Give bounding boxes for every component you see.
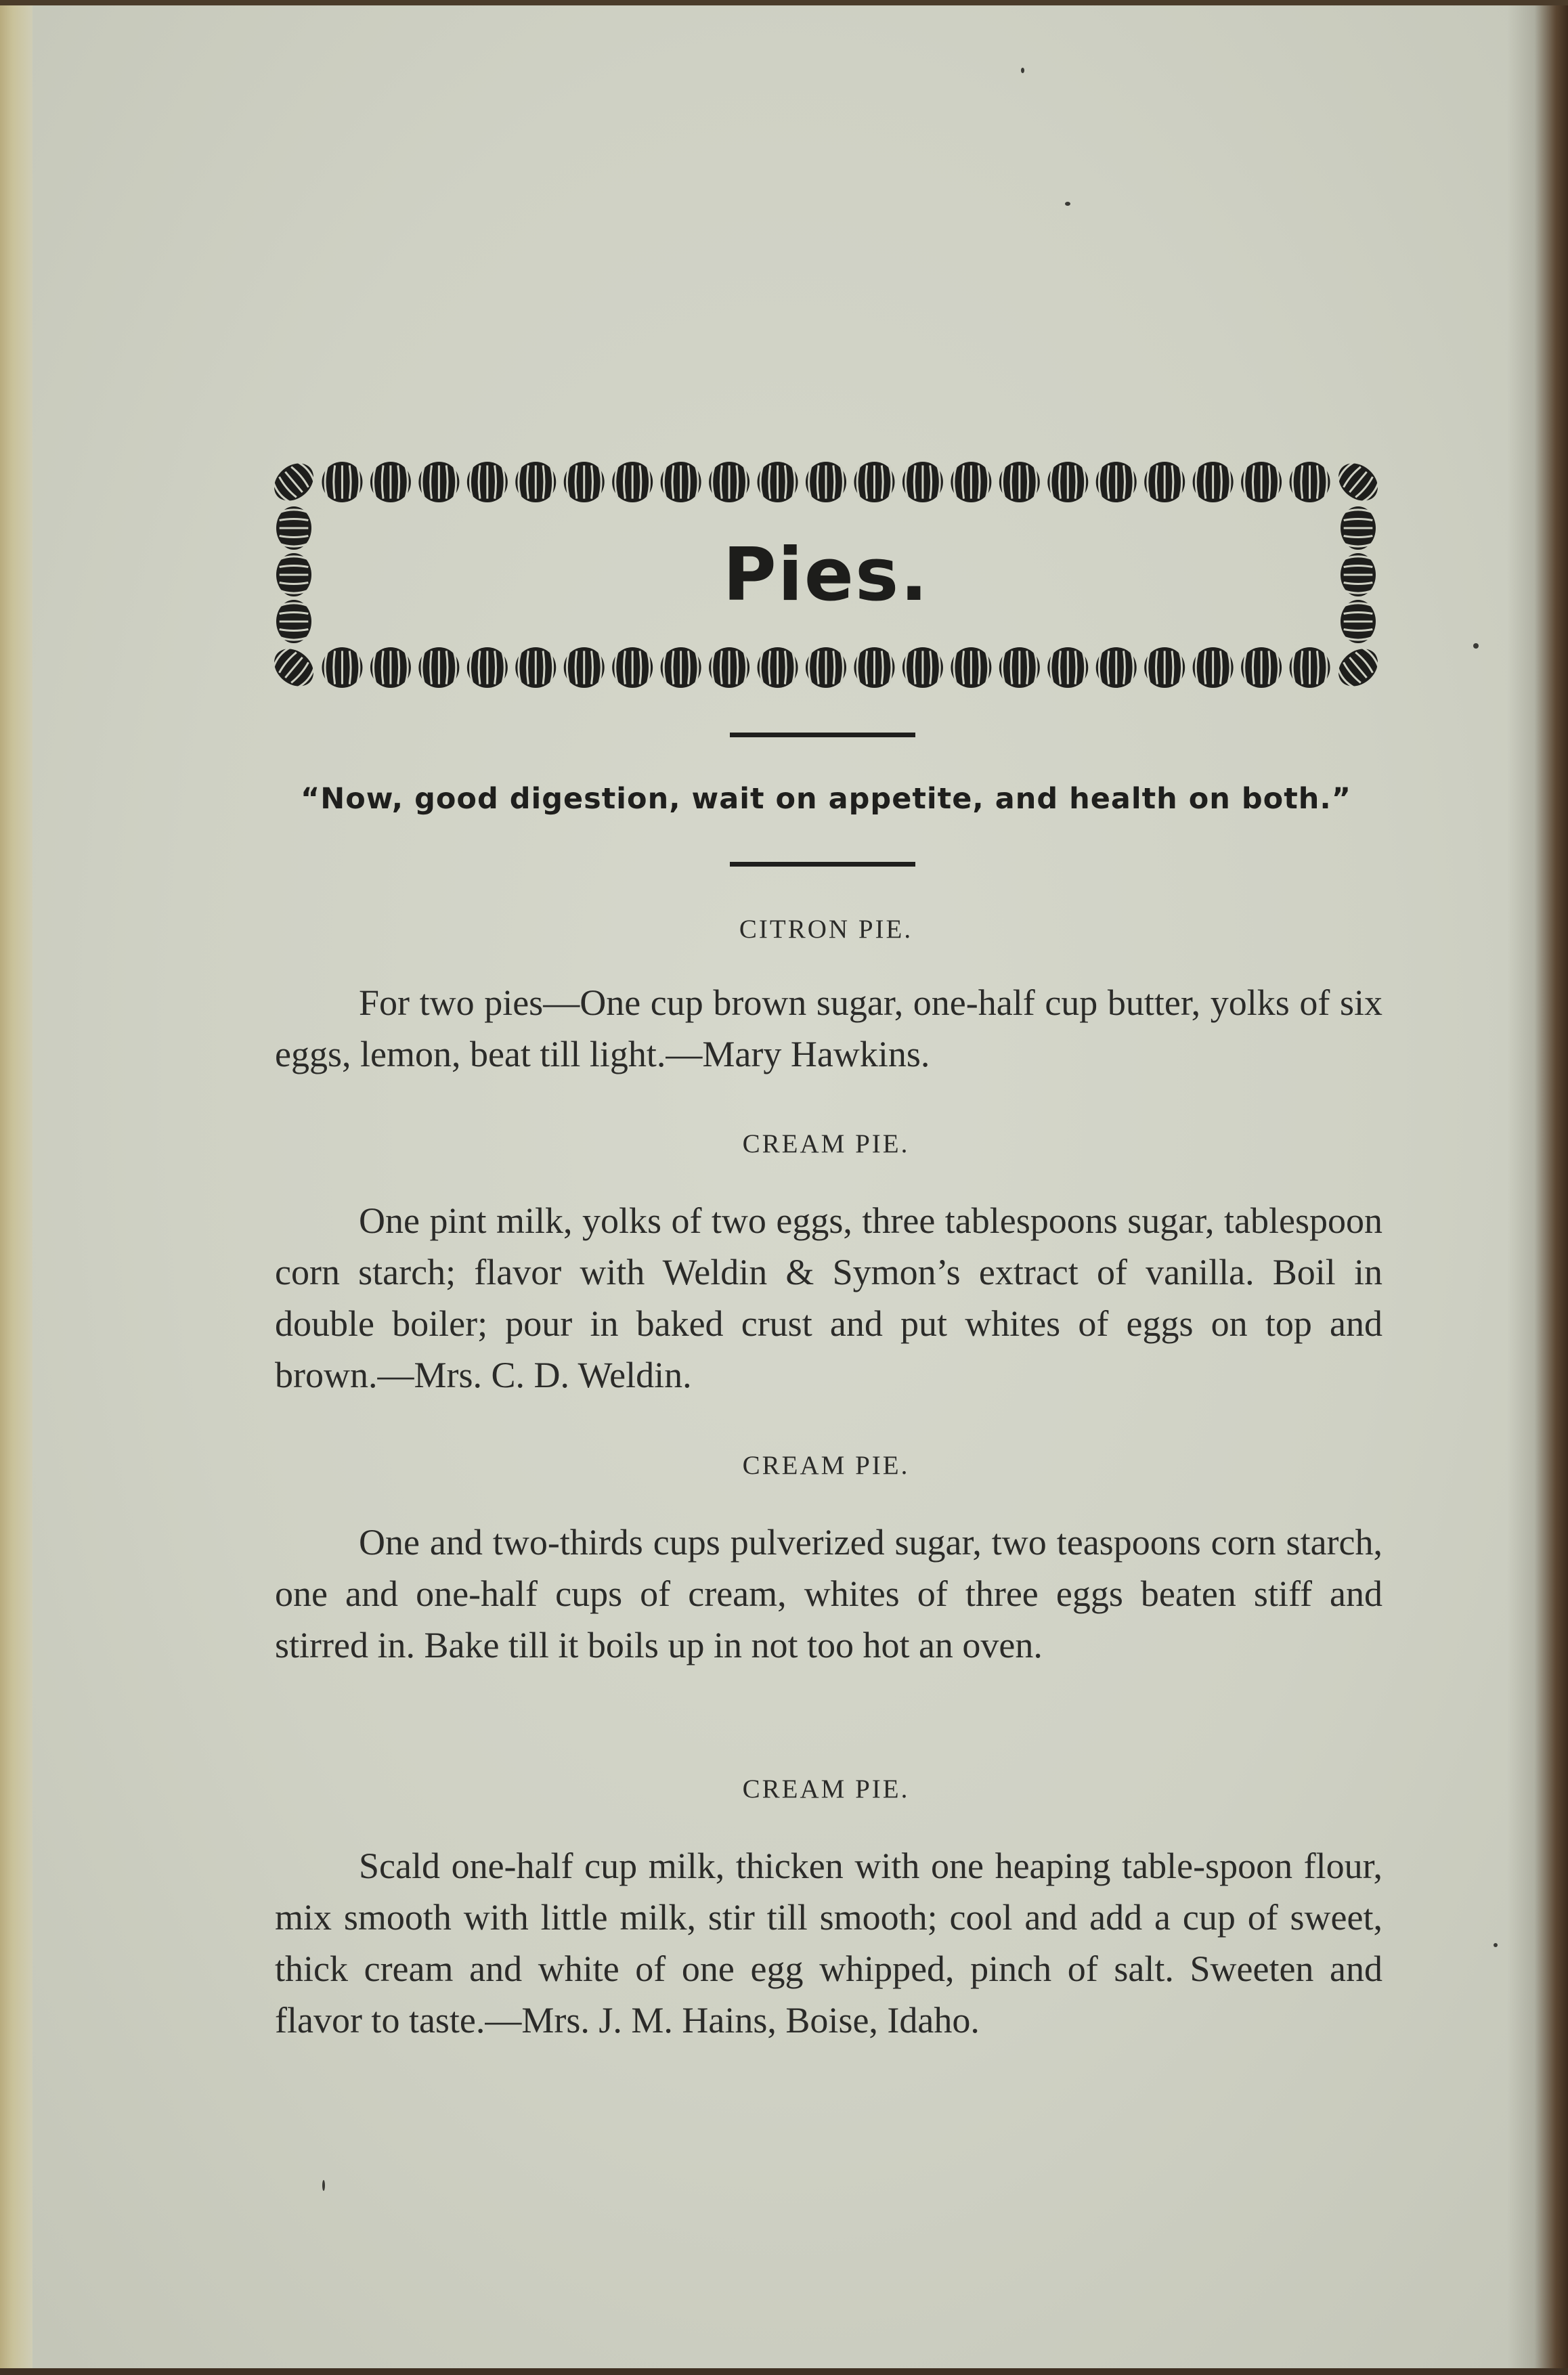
- recipe-heading-citron-pie: CITRON PIE.: [739, 915, 913, 944]
- ornament-bead: [661, 462, 701, 502]
- epigraph-quote: “Now, good digestion, wait on appetite, and health on both.”: [301, 782, 1351, 816]
- ornament-bead: [564, 462, 605, 502]
- ornament-bead: [709, 462, 749, 502]
- ornament-bead: [1331, 641, 1382, 694]
- ornament-bead: [1290, 647, 1330, 688]
- paper-speck: [1494, 1943, 1498, 1947]
- paper-speck: [1065, 202, 1070, 206]
- ornament-bead: [1047, 462, 1088, 502]
- page-edge-shadow: [1507, 0, 1568, 2375]
- ornament-bead: [467, 647, 508, 688]
- ornament-bead: [806, 462, 846, 502]
- page-title: Pies.: [722, 533, 930, 617]
- ornament-bead: [612, 462, 653, 502]
- page-top-edge: [0, 0, 1568, 5]
- ornament-bead: [1193, 462, 1234, 502]
- ornament-bead: [999, 647, 1040, 688]
- ornament-bead: [951, 647, 991, 688]
- ornament-bead: [612, 647, 653, 688]
- ornament-bead: [902, 647, 943, 688]
- ornament-bead: [564, 647, 605, 688]
- ornament-bead: [418, 462, 459, 502]
- divider-rule-top: [730, 733, 915, 737]
- recipe-heading-cream-pie-2: CREAM PIE.: [742, 1451, 910, 1480]
- ornament-bead: [370, 647, 411, 688]
- recipe-text-cream-pie-3: Scald one-half cup milk, thicken with one heaping table-spoon flour, mix smooth with little milk, stir till smooth; cool and add a cup of sweet, thick cream and white of one egg whipped, pinch of salt. Sweeten and flavor to taste.—Mrs. J. M. Hains, Boise, Idaho.: [275, 1846, 1382, 2041]
- recipe-text-citron-pie: For two pies—One cup brown sugar, one-half cup butter, yolks of six eggs, lemon, beat till light.—Mary Hawkins.: [275, 982, 1382, 1074]
- recipe-heading-cream-pie-3: CREAM PIE.: [742, 1774, 910, 1804]
- ornament-bead: [322, 462, 362, 502]
- ornamental-title-frame: [269, 455, 1382, 695]
- binding-edge: [0, 0, 32, 2375]
- recipe-text-cream-pie-2: One and two-thirds cups pulverized sugar, two teaspoons corn starch, one and one-half cups of cream, whites of three eggs beaten stiff and stirred in. Bake till it boils up in not too hot an oven.: [275, 1522, 1382, 1665]
- divider-rule-bottom: [730, 862, 915, 867]
- recipe-heading-cream-pie-1: CREAM PIE.: [742, 1129, 910, 1158]
- ornament-bead: [269, 641, 321, 694]
- ornament-bead: [1290, 462, 1330, 502]
- ornament-bead: [515, 462, 556, 502]
- ornament-bead: [1144, 647, 1185, 688]
- ornament-bead: [854, 462, 894, 502]
- ornament-bead: [467, 462, 508, 502]
- paper-speck: [322, 2180, 325, 2191]
- ornament-bead: [269, 456, 321, 508]
- ornament-bead: [1241, 647, 1282, 688]
- ornament-bead: [806, 647, 846, 688]
- ornament-bead: [758, 462, 798, 502]
- ornament-bead: [999, 462, 1040, 502]
- ornament-bead: [902, 462, 943, 502]
- ornament-bead: [322, 647, 362, 688]
- ornament-bead: [1096, 647, 1137, 688]
- ornament-bead: [854, 647, 894, 688]
- ornament-bead: [515, 647, 556, 688]
- paper-speck: [1473, 643, 1479, 649]
- paper-speck: [1021, 68, 1024, 73]
- ornament-bead: [370, 462, 411, 502]
- ornament-bead: [661, 647, 701, 688]
- ornament-bead: [758, 647, 798, 688]
- ornament-bead: [709, 647, 749, 688]
- ornament-bead: [1241, 462, 1282, 502]
- ornament-bead: [1144, 462, 1185, 502]
- ornament-bead: [1193, 647, 1234, 688]
- ornament-bead: [418, 647, 459, 688]
- page-bottom-edge: [0, 2368, 1568, 2375]
- recipe-text-cream-pie-1: One pint milk, yolks of two eggs, three tablespoons sugar, tablespoon corn starch; flavor with Weldin & Symon’s extract of vanilla. Boil in double boiler; pour in baked crust and put whites of eggs on top and brown.—Mrs. C. D. Weldin.: [275, 1200, 1382, 1395]
- ornament-bead: [1047, 647, 1088, 688]
- ornament-bead: [951, 462, 991, 502]
- ornament-bead: [1331, 456, 1382, 508]
- ornament-bead: [1096, 462, 1137, 502]
